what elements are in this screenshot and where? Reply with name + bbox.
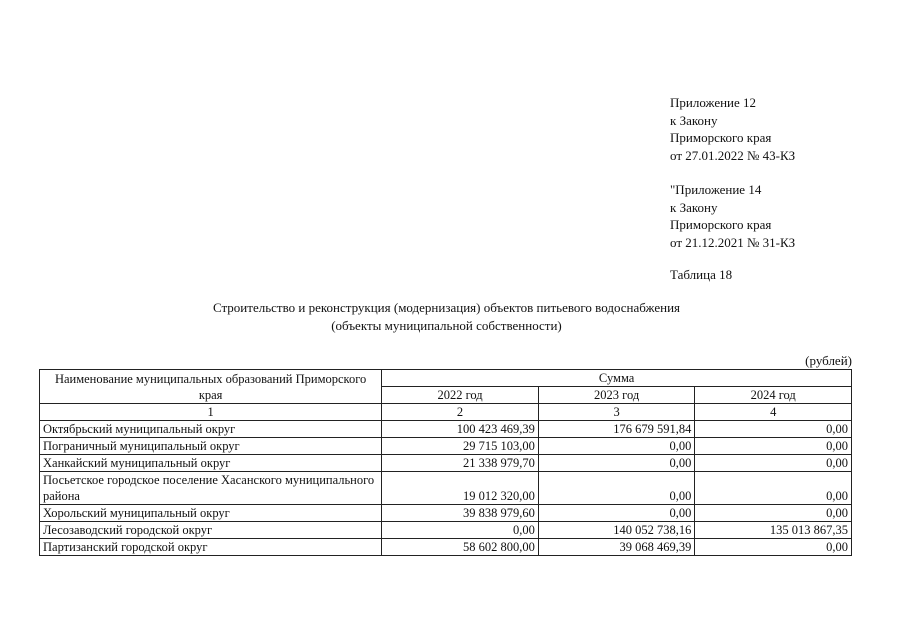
annex-previous-line3: Приморского края	[670, 217, 772, 232]
amount-2023: 0,00	[538, 472, 695, 505]
header-sum: Сумма	[382, 370, 852, 387]
amount-2022: 29 715 103,00	[382, 438, 539, 455]
annex-current-line2: к Закону	[670, 112, 718, 128]
table-row	[40, 539, 852, 556]
amount-2024: 0,00	[695, 421, 852, 438]
municipality-name: Октябрьский муниципальный округ	[40, 421, 382, 438]
table-row	[40, 421, 852, 438]
amount-2023: 0,00	[538, 455, 695, 472]
annex-previous-block	[670, 181, 795, 251]
units-label: (рублей)	[805, 353, 852, 368]
funding-table	[39, 369, 852, 556]
header-municipality: Наименование муниципальных образований Приморского края	[40, 370, 382, 404]
document-title-line1: Строительство и реконструкция (модернизация) объектов питьевого водоснабжения	[212, 300, 681, 315]
annex-previous-line2: к Закону	[670, 199, 718, 215]
amount-2022: 21 338 979,70	[382, 455, 539, 472]
header-year-2022: 2022 год	[382, 387, 539, 404]
municipality-name: Посьетское городское поселение Хасанского муниципального района	[40, 472, 382, 505]
table-row	[40, 522, 852, 539]
amount-2023: 0,00	[538, 505, 695, 522]
document-title-line2: (объекты муниципальной собственности)	[331, 318, 562, 333]
amount-2023: 140 052 738,16	[538, 522, 695, 539]
amount-2022: 100 423 469,39	[382, 421, 539, 438]
annex-previous-line1: "Приложение 14	[670, 182, 762, 197]
municipality-name: Пограничный муниципальный округ	[40, 438, 382, 455]
amount-2024: 0,00	[695, 472, 852, 505]
table-row	[40, 505, 852, 522]
amount-2022: 39 838 979,60	[382, 505, 539, 522]
header-year-2023: 2023 год	[538, 387, 695, 404]
amount-2022: 58 602 800,00	[382, 539, 539, 556]
header-year-2024: 2024 год	[695, 387, 852, 404]
amount-2023: 39 068 469,39	[538, 539, 695, 556]
table-row	[40, 455, 852, 472]
municipality-name: Партизанский городской округ	[40, 539, 382, 556]
annex-current-line4: от 27.01.2022 № 43-КЗ	[670, 147, 796, 163]
amount-2024: 0,00	[695, 505, 852, 522]
table-row	[40, 438, 852, 455]
municipality-name: Хорольский муниципальный округ	[40, 505, 382, 522]
municipality-name: Лесозаводский городской округ	[40, 522, 382, 539]
municipality-name: Ханкайский муниципальный округ	[40, 455, 382, 472]
amount-2023: 0,00	[538, 438, 695, 455]
annex-current-block	[670, 94, 795, 164]
amount-2024: 0,00	[695, 455, 852, 472]
column-number: 3	[538, 404, 695, 421]
table-number: Таблица 18	[670, 267, 733, 282]
table-row	[40, 472, 852, 505]
amount-2024: 135 013 867,35	[695, 522, 852, 539]
annex-current-line1: Приложение 12	[670, 95, 757, 110]
amount-2024: 0,00	[695, 438, 852, 455]
column-number: 1	[40, 404, 382, 421]
amount-2022: 0,00	[382, 522, 539, 539]
amount-2022: 19 012 320,00	[382, 472, 539, 505]
amount-2024: 0,00	[695, 539, 852, 556]
column-number: 2	[382, 404, 539, 421]
amount-2023: 176 679 591,84	[538, 421, 695, 438]
column-number: 4	[695, 404, 852, 421]
annex-current-line3: Приморского края	[670, 130, 772, 145]
annex-previous-line4: от 21.12.2021 № 31-КЗ	[670, 234, 796, 250]
